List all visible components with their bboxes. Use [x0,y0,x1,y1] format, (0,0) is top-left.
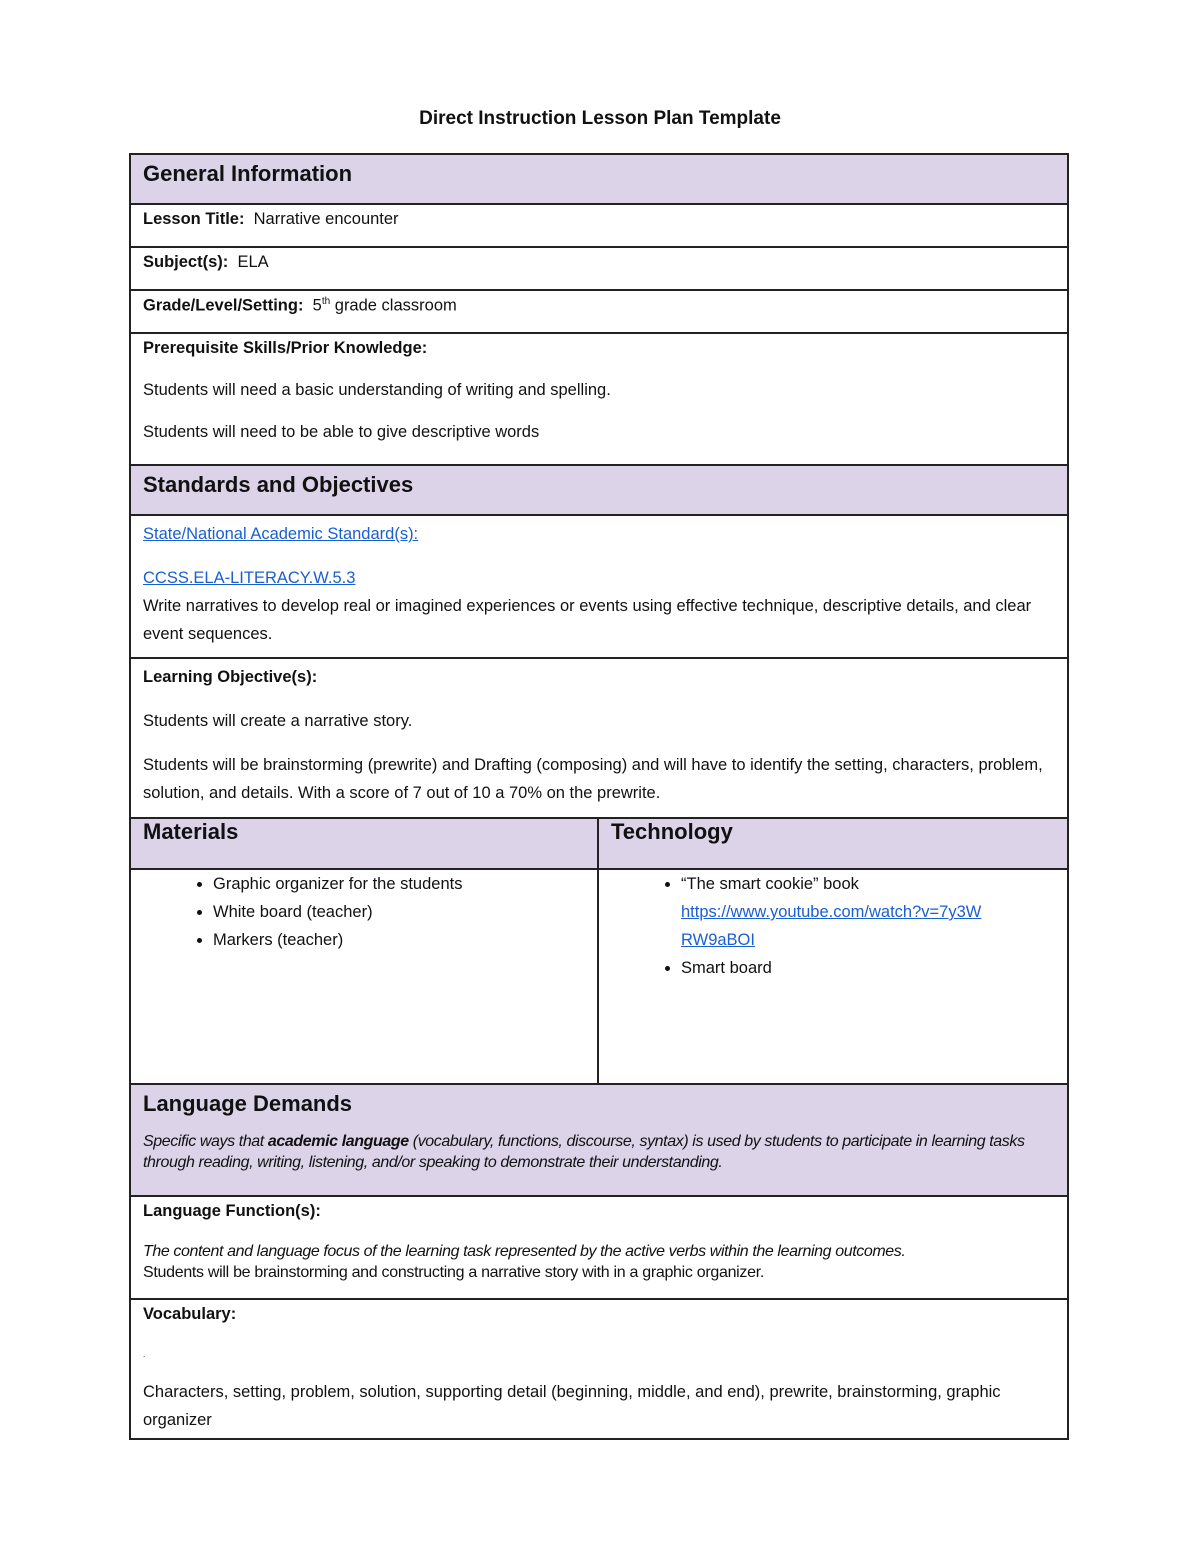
objective-item: Students will be brainstorming (prewrite) and Drafting (composing) and will have to identify the setting, characters, problem, solution, and details. With a score of 7 out of 10 a 70% on the prewrite. [143,756,1043,802]
grade-number: 5 [312,296,322,315]
subject-value: ELA [237,253,269,271]
grade-superscript: th [321,296,331,307]
standard-text: Write narratives to develop real or imagined experiences or events using effective technique, descriptive details, and clear event sequences. [143,597,1032,643]
materials-technology-row [131,870,1067,1085]
prerequisite-row [131,334,1067,466]
technology-list [611,870,1055,982]
language-function-row [131,1197,1067,1300]
prerequisite-item: Students will need a basic understanding of writing and spelling. [143,381,611,399]
lesson-plan-table [129,153,1069,1440]
vocabulary-row [131,1300,1067,1438]
language-demands-section [131,1085,1067,1197]
vocabulary-label: Vocabulary: [143,1305,237,1323]
state-standards-link[interactable]: State/National Academic Standard(s): [143,525,419,543]
subject-row [131,248,1067,291]
language-demands-header: Language Demands [143,1091,353,1116]
technology-item-text: “The smart cookie” book [681,875,859,893]
materials-item: • White board (teacher) [213,898,585,926]
youtube-link[interactable]: https://www.youtube.com/watch?v=7y3WRW9aBOI [681,903,982,949]
lesson-title-row [131,205,1067,248]
technology-item [681,870,1055,954]
grade-label: Grade/Level/Setting: [143,296,304,315]
prerequisite-item: Students will need to be able to give descriptive words [143,423,540,441]
materials-item: • Graphic organizer for the students [213,870,585,898]
lesson-title-label: Lesson Title: [143,210,245,228]
technology-item: • Smart board [681,954,1055,982]
materials-cell [131,870,599,1083]
general-information-header: General Information [131,155,1067,205]
language-function-description: The content and language focus of the learning task represented by the active verbs within the learning outcomes. [143,1243,906,1260]
grade-value: grade classroom [334,296,457,315]
learning-objectives-label: Learning Objective(s): [143,668,318,686]
materials-header: Materials [131,819,599,868]
subject-label: Subject(s): [143,253,229,271]
document-title: Direct Instruction Lesson Plan Template [419,108,781,129]
objective-item: Students will create a narrative story. [143,712,413,730]
materials-list [143,870,585,954]
standards-header: Standards and Objectives [131,466,1067,516]
language-function-text: Students will be brainstorming and constructing a narrative story with in a graphic organizer. [143,1264,765,1281]
technology-header: Technology [599,819,1067,868]
desc-bold: academic language [267,1133,409,1150]
standards-row [131,516,1067,659]
materials-item: • Markers (teacher) [213,926,585,954]
vocabulary-text: Characters, setting, problem, solution, supporting detail (beginning, middle, and end), prewrite, brainstorming, graphic organizer [143,1383,1001,1429]
lesson-title-value: Narrative encounter [253,210,399,228]
vocabulary-dot: . [143,1350,146,1359]
ccss-standard-link[interactable]: CCSS.ELA-LITERACY.W.5.3 [143,569,356,587]
materials-technology-header-row [131,819,1067,870]
learning-objectives-row [131,659,1067,819]
grade-row [131,291,1067,334]
desc-text: (vocabulary, functions, discourse, syntax) is used by students to participate in learning tasks through reading, writing, listening, and/or speaking to demonstrate their understanding. [143,1133,1025,1171]
desc-text: Specific ways that [143,1133,268,1150]
language-function-label: Language Function(s): [143,1202,321,1220]
technology-cell [599,870,1067,1083]
prerequisite-label: Prerequisite Skills/Prior Knowledge: [143,339,428,357]
language-demands-description [143,1131,1055,1173]
